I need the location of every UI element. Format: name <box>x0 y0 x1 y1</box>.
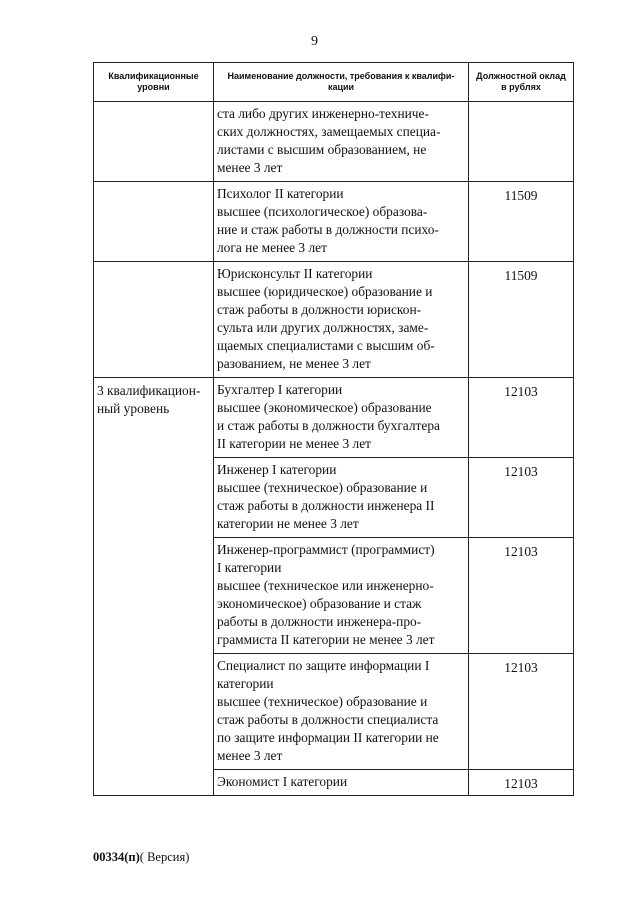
salary-table <box>93 62 574 796</box>
position-line: высшее (техническое) образование и <box>217 480 428 495</box>
salary-value <box>469 102 573 107</box>
position-line: разованием, не менее 3 лет <box>217 356 371 371</box>
position-line: II категории не менее 3 лет <box>217 436 371 451</box>
position-cell <box>214 102 469 182</box>
salary-cell <box>469 102 574 182</box>
position-cell <box>214 538 469 654</box>
position-line: ние и стаж работы в должности психо- <box>217 222 439 237</box>
position-cell <box>214 770 469 796</box>
salary-cell <box>469 182 574 262</box>
salary-value: 12103 <box>504 776 538 791</box>
salary-cell <box>469 262 574 378</box>
level-cell <box>94 102 214 182</box>
position-line: Экономист I категории <box>217 774 348 789</box>
position-cell <box>214 262 469 378</box>
table-row <box>94 182 574 262</box>
position-line: и стаж работы в должности бухгалтера <box>217 418 440 433</box>
position-line: Бухгалтер I категории <box>217 382 343 397</box>
position-line: лога не менее 3 лет <box>217 240 327 255</box>
salary-cell <box>469 378 574 458</box>
table-header-row <box>94 63 574 102</box>
position-line: категории не менее 3 лет <box>217 516 359 531</box>
level-line: 3 квалификацион- <box>97 383 201 398</box>
level-line: ный уровень <box>97 401 170 416</box>
position-line: сульта или других должностях, заме- <box>217 320 429 335</box>
salary-cell <box>469 770 574 796</box>
document-code: 00334(п) <box>93 850 140 864</box>
table-row <box>94 262 574 378</box>
document-footer <box>93 850 189 865</box>
salary-value: 11509 <box>504 268 538 283</box>
position-line: высшее (психологическое) образова- <box>217 204 428 219</box>
position-line: Инженер I категории <box>217 462 337 477</box>
level-cell <box>94 378 214 796</box>
header-levels: Квалификационные уровни <box>94 63 214 102</box>
position-line: листами с высшим образованием, не <box>217 142 427 157</box>
salary-cell <box>469 538 574 654</box>
salary-value: 12103 <box>504 464 538 479</box>
position-line: менее 3 лет <box>217 160 283 175</box>
position-line: ских должностях, замещаемых специа- <box>217 124 441 139</box>
position-line: стаж работы в должности инженера II <box>217 498 435 513</box>
position-line: Психолог II категории <box>217 186 344 201</box>
salary-value: 12103 <box>504 544 538 559</box>
position-line: ста либо других инженерно-техниче- <box>217 106 429 121</box>
position-line: по защите информации II категории не <box>217 730 439 745</box>
position-line: стаж работы в должности специалиста <box>217 712 439 727</box>
position-line: Инженер-программист (программист) <box>217 542 435 557</box>
position-cell <box>214 654 469 770</box>
salary-value: 12103 <box>504 660 538 675</box>
position-line: I категории <box>217 560 282 575</box>
position-line: менее 3 лет <box>217 748 283 763</box>
position-line: категории <box>217 676 274 691</box>
position-line: высшее (экономическое) образование <box>217 400 432 415</box>
position-line: Специалист по защите информации I <box>217 658 430 673</box>
position-line: работы в должности инженера-про- <box>217 614 422 629</box>
position-line: граммиста II категории не менее 3 лет <box>217 632 435 647</box>
position-line: Юрисконсульт II категории <box>217 266 373 281</box>
salary-cell <box>469 458 574 538</box>
document-version: ( Версия) <box>139 850 190 864</box>
level-cell <box>94 262 214 378</box>
position-cell <box>214 182 469 262</box>
position-line: высшее (юридическое) образование и <box>217 284 433 299</box>
salary-value: 12103 <box>504 384 538 399</box>
header-salary: Должностной оклад в рублях <box>469 63 574 102</box>
position-line: высшее (техническое или инженерно- <box>217 578 434 593</box>
position-line: высшее (техническое) образование и <box>217 694 428 709</box>
position-line: щаемых специалистами с высшим об- <box>217 338 435 353</box>
table-row <box>94 378 574 458</box>
position-cell <box>214 378 469 458</box>
level-cell <box>94 182 214 262</box>
table-row <box>94 102 574 182</box>
salary-cell <box>469 654 574 770</box>
salary-value: 11509 <box>504 188 538 203</box>
header-position: Наименование должности, требования к квалифи- кации <box>214 63 469 102</box>
page-number: 9 <box>311 34 318 49</box>
position-line: стаж работы в должности юрискон- <box>217 302 422 317</box>
position-line: экономическое) образование и стаж <box>217 596 422 611</box>
position-cell <box>214 458 469 538</box>
